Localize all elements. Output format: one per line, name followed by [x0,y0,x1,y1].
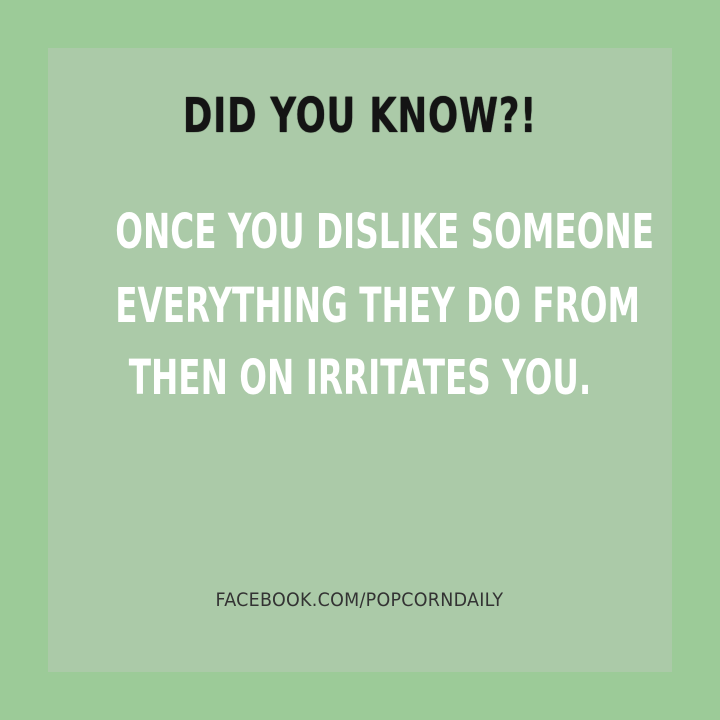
fact-text-line-3: THEN ON IRRITATES YOU. [128,350,592,406]
source-credit: FACEBOOK.COM/POPCORNDAILY [215,589,504,611]
fact-text-line-2: EVERYTHING THEY DO FROM [115,278,640,334]
fact-heading: DID YOU KNOW?! [182,88,538,144]
fact-text-line-1: ONCE YOU DISLIKE SOMEONE [115,204,655,260]
